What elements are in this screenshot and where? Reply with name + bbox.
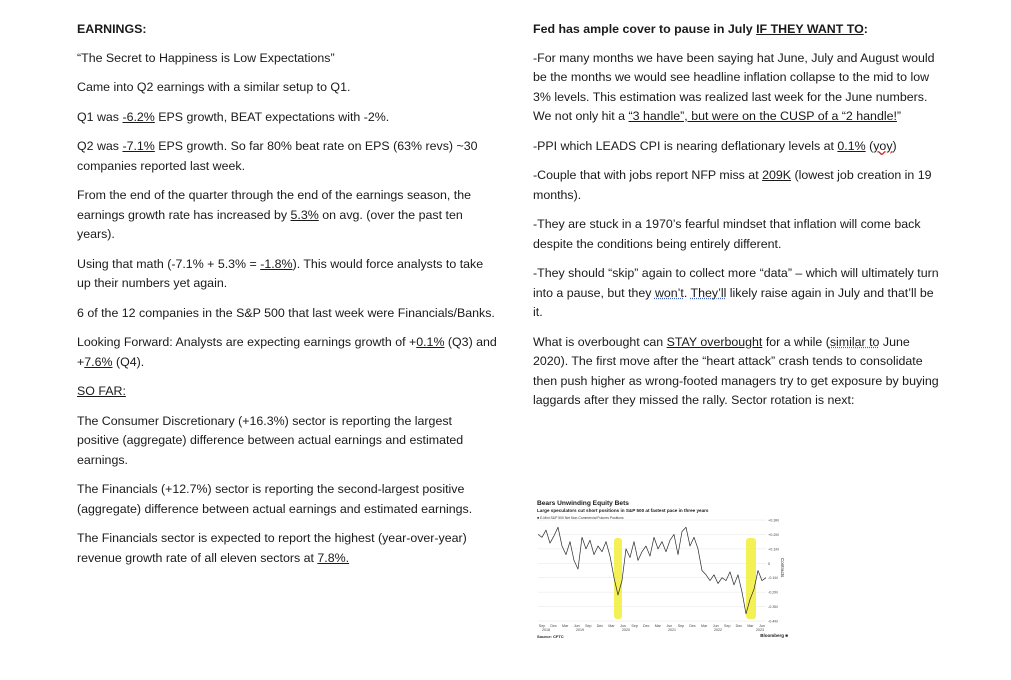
inflation-paragraph: -For many months we have been saying hat June, July and August would be the months we would see headline inflation collapse to the mid to low 3% levels. This estimation was realized last week for the June numbers. We not only hit a “3 handle”, but were on the CUSP of a “2 handle!”: [533, 50, 935, 123]
series-line: [538, 527, 766, 614]
x-tick-label: Jun: [666, 624, 673, 628]
x-tick-label: Dec: [550, 624, 557, 628]
chart-brand: Bloomberg ■: [760, 633, 788, 638]
y-tick-label: +0.3M: [768, 518, 779, 523]
x-year-label: 2020: [622, 628, 630, 632]
x-tick-label: Sep: [677, 624, 685, 628]
y-tick-label: -0.3M: [768, 605, 778, 610]
x-tick-label: Sep: [631, 624, 638, 628]
mindset-paragraph: -They are stuck in a 1970’s fearful mindset that inflation will come back despite the conditions being entirely different.: [533, 217, 921, 251]
x-tick-label: Dec: [643, 624, 650, 628]
skip-paragraph: -They should “skip” again to collect more “data” – which will ultimately turn into a pause, but they won’t. They’ll likely raise again in July and that’ll be it.: [533, 266, 939, 319]
x-tick-label: Jun: [573, 624, 580, 628]
bears-chart: [536, 500, 792, 645]
x-tick-label: Sep: [538, 624, 546, 628]
earnings-heading: EARNINGS:: [77, 22, 147, 36]
x-year-label: 2021: [668, 628, 676, 632]
so-far-label: SO FAR:: [77, 384, 126, 398]
x-tick-label: Dec: [689, 624, 696, 628]
x-tick-label: Dec: [735, 624, 743, 628]
chart-plot: [536, 500, 792, 645]
x-year-label: 2023: [756, 628, 764, 632]
revenue-paragraph: The Financials sector is expected to report the highest (year-over-year) revenue growth rate of all eleven sectors at 7.8%.: [77, 531, 467, 565]
y-tick-label: +0.2M: [768, 532, 779, 537]
y-tick-label: -0.2M: [768, 590, 778, 595]
chart-legend: ■ E-Mini S&P 500 Net Non-Commercial Futures Positions: [537, 516, 624, 520]
y-tick-label: 0: [768, 561, 771, 566]
x-year-label: 2022: [714, 628, 722, 632]
x-tick-label: Jun: [712, 624, 719, 628]
x-year-label: 2019: [576, 628, 584, 632]
x-tick-label: Jun: [759, 624, 765, 628]
highlight-band: [746, 538, 756, 619]
chart-title: Bears Unwinding Equity Bets: [537, 500, 629, 507]
companies-paragraph: 6 of the 12 companies in the S&P 500 that last week were Financials/Banks.: [77, 305, 495, 320]
q2-paragraph: Q2 was -7.1% EPS growth. So far 80% beat rate on EPS (63% revs) ~30 companies reported last week.: [77, 139, 478, 173]
x-tick-label: Mar: [608, 624, 615, 628]
y-tick-label: -0.1M: [768, 576, 778, 581]
x-tick-label: Sep: [585, 624, 592, 628]
chart-source: Source: CFTC: [537, 634, 564, 639]
ppi-paragraph: -PPI which LEADS CPI is nearing deflationary levels at 0.1% (yoy): [533, 138, 897, 153]
y-tick-label: -0.4M: [768, 619, 778, 624]
x-tick-label: Jun: [620, 624, 626, 628]
x-tick-label: Mar: [562, 624, 569, 628]
overbought-paragraph: What is overbought can STAY overbought for a while (similar to June 2020). The first move after the “heart attack” crash tends to consolidate then push higher as wrong-footed managers try to get exposure by buying laggards after they missed the rally. Sector rotation is next:: [533, 334, 939, 407]
x-tick-label: Dec: [596, 624, 604, 628]
fed-column: [533, 20, 943, 421]
y-tick-label: +0.1M: [768, 547, 779, 552]
financials-paragraph: The Financials (+12.7%) sector is reporting the second-largest positive (aggregate) difference between actual earnings and estimated earnings.: [77, 482, 473, 516]
chart-unit-label: Contracts: [780, 558, 785, 578]
jobs-paragraph: -Couple that with jobs report NFP miss at 209K (lowest job creation in 19 months).: [533, 168, 932, 202]
x-tick-label: Sep: [724, 624, 731, 628]
x-tick-label: Mar: [701, 624, 708, 628]
setup-paragraph: Came into Q2 earnings with a similar setup to Q1.: [77, 80, 351, 94]
earnings-column: [77, 20, 497, 578]
x-tick-label: Mar: [654, 624, 661, 628]
growth-paragraph: From the end of the quarter through the end of the earnings season, the earnings growth rate has increased by 5.3% on avg. (over the past ten years).: [77, 188, 472, 241]
math-paragraph: Using that math (-7.1% + 5.3% = -1.8%). This would force analysts to take up their numbers yet again.: [77, 256, 484, 290]
fed-heading: Fed has ample cover to pause in July IF THEY WANT TO:: [533, 22, 868, 36]
x-tick-label: Mar: [747, 624, 754, 628]
quote-paragraph: “The Secret to Happiness is Low Expectations”: [77, 50, 335, 65]
forward-paragraph: Looking Forward: Analysts are expecting earnings growth of +0.1% (Q3) and +7.6% (Q4).: [77, 335, 497, 369]
q1-paragraph: Q1 was -6.2% EPS growth, BEAT expectations with -2%.: [77, 109, 390, 124]
chart-subtitle: Large speculators cut short positions in S&P 500 at fastest pace in three years: [537, 508, 709, 513]
x-year-label: 2018: [542, 628, 550, 632]
discretionary-paragraph: The Consumer Discretionary (+16.3%) sector is reporting the largest positive (aggregate) difference between actual earnings and estimated earnings.: [77, 413, 464, 467]
highlight-band: [614, 538, 622, 619]
